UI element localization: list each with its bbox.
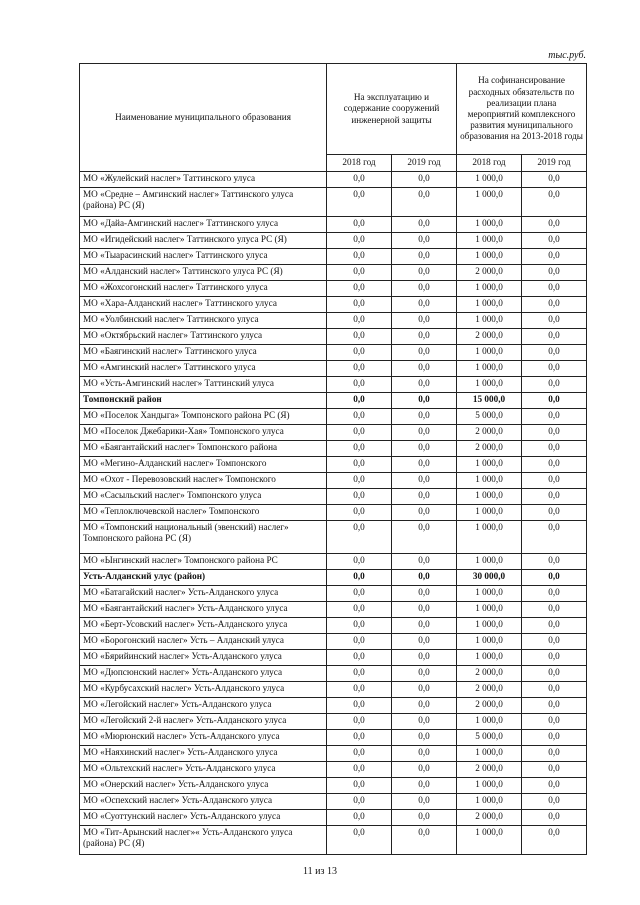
cell-engineering-2019: 0,0 <box>392 634 457 650</box>
cell-engineering-2019: 0,0 <box>392 698 457 714</box>
header-group-cofinancing: На софинансирование расходных обязательств по реализации плана мероприятий комплексного развития муниципального образования на 2013-2018 годы <box>457 64 587 155</box>
cell-cofinancing-2019: 0,0 <box>522 489 587 505</box>
cell-engineering-2019: 0,0 <box>392 265 457 281</box>
cell-cofinancing-2019: 0,0 <box>522 233 587 249</box>
cell-engineering-2019: 0,0 <box>392 778 457 794</box>
cell-engineering-2018: 0,0 <box>327 473 392 489</box>
cell-engineering-2019: 0,0 <box>392 746 457 762</box>
cell-engineering-2018: 0,0 <box>327 188 392 217</box>
cell-engineering-2018: 0,0 <box>327 489 392 505</box>
cell-cofinancing-2019: 0,0 <box>522 794 587 810</box>
row-name: МО «Тыарасинский наслег» Таттинского улуса <box>80 249 327 265</box>
table-row <box>80 409 587 425</box>
table-row <box>80 602 587 618</box>
cell-engineering-2018: 0,0 <box>327 778 392 794</box>
cell-engineering-2018: 0,0 <box>327 746 392 762</box>
cell-cofinancing-2018: 1 000,0 <box>457 602 522 618</box>
cell-cofinancing-2018: 1 000,0 <box>457 521 522 554</box>
cell-cofinancing-2018: 1 000,0 <box>457 377 522 393</box>
row-name: МО «Ольтехский наслег» Усть-Алданского улуса <box>80 762 327 778</box>
cell-engineering-2019: 0,0 <box>392 172 457 188</box>
cell-engineering-2019: 0,0 <box>392 714 457 730</box>
cell-engineering-2018: 0,0 <box>327 233 392 249</box>
cell-engineering-2018: 0,0 <box>327 602 392 618</box>
cell-cofinancing-2019: 0,0 <box>522 188 587 217</box>
cell-cofinancing-2019: 0,0 <box>522 505 587 521</box>
row-name: МО «Октябрьский наслег» Таттинского улуса <box>80 329 327 345</box>
row-name: МО «Сасыльский наслег» Томпонского улуса <box>80 489 327 505</box>
cell-engineering-2019: 0,0 <box>392 188 457 217</box>
table-row <box>80 810 587 826</box>
cell-cofinancing-2018: 2 000,0 <box>457 762 522 778</box>
cell-engineering-2018: 0,0 <box>327 265 392 281</box>
row-name: МО «Мюрюнский наслег» Усть-Алданского улуса <box>80 730 327 746</box>
cell-cofinancing-2019: 0,0 <box>522 778 587 794</box>
cell-engineering-2018: 0,0 <box>327 666 392 682</box>
row-name: МО «Теплоключевской наслег» Томпонского <box>80 505 327 521</box>
cell-engineering-2019: 0,0 <box>392 361 457 377</box>
row-name: МО «Усть-Амгинский наслег» Таттинский улуса <box>80 377 327 393</box>
cell-cofinancing-2018: 1 000,0 <box>457 457 522 473</box>
cell-engineering-2018: 0,0 <box>327 425 392 441</box>
cell-engineering-2018: 0,0 <box>327 505 392 521</box>
row-name: МО «Жулейский наслег» Таттинского улуса <box>80 172 327 188</box>
cell-cofinancing-2018: 2 000,0 <box>457 441 522 457</box>
cell-engineering-2018: 0,0 <box>327 457 392 473</box>
cell-cofinancing-2018: 1 000,0 <box>457 746 522 762</box>
row-name: Усть-Алданский улус (район) <box>80 570 327 586</box>
cell-engineering-2018: 0,0 <box>327 554 392 570</box>
table-row <box>80 377 587 393</box>
row-name: МО «Суоттунский наслег» Усть-Алданского улуса <box>80 810 327 826</box>
row-name: МО «Поселок Джебарики-Хая» Томпонского улуса <box>80 425 327 441</box>
table-row <box>80 188 587 217</box>
cell-engineering-2019: 0,0 <box>392 762 457 778</box>
cell-engineering-2019: 0,0 <box>392 329 457 345</box>
cell-engineering-2019: 0,0 <box>392 602 457 618</box>
cell-cofinancing-2019: 0,0 <box>522 329 587 345</box>
cell-engineering-2018: 0,0 <box>327 217 392 233</box>
row-name: МО «Жохсогонский наслег» Таттинского улуса <box>80 281 327 297</box>
budget-table <box>79 63 587 855</box>
cell-engineering-2019: 0,0 <box>392 682 457 698</box>
cell-engineering-2018: 0,0 <box>327 586 392 602</box>
cell-cofinancing-2019: 0,0 <box>522 265 587 281</box>
cell-cofinancing-2018: 2 000,0 <box>457 265 522 281</box>
cell-engineering-2019: 0,0 <box>392 570 457 586</box>
cell-cofinancing-2019: 0,0 <box>522 554 587 570</box>
cell-cofinancing-2019: 0,0 <box>522 650 587 666</box>
cell-cofinancing-2019: 0,0 <box>522 425 587 441</box>
table-row <box>80 618 587 634</box>
cell-engineering-2018: 0,0 <box>327 714 392 730</box>
cell-engineering-2018: 0,0 <box>327 281 392 297</box>
table-row <box>80 634 587 650</box>
cell-cofinancing-2019: 0,0 <box>522 249 587 265</box>
cell-cofinancing-2018: 1 000,0 <box>457 249 522 265</box>
header-year: 2018 год <box>327 155 392 172</box>
cell-cofinancing-2018: 1 000,0 <box>457 489 522 505</box>
table-row <box>80 826 587 855</box>
header-name: Наименование муниципального образования <box>80 64 327 172</box>
row-name: МО «Батагайский наслег» Усть-Алданского улуса <box>80 586 327 602</box>
table-row-district <box>80 570 587 586</box>
cell-engineering-2019: 0,0 <box>392 618 457 634</box>
cell-cofinancing-2018: 2 000,0 <box>457 698 522 714</box>
table-row <box>80 682 587 698</box>
cell-cofinancing-2019: 0,0 <box>522 393 587 409</box>
cell-cofinancing-2018: 5 000,0 <box>457 730 522 746</box>
cell-engineering-2019: 0,0 <box>392 489 457 505</box>
row-name: МО «Хара-Алданский наслег» Таттинского улуса <box>80 297 327 313</box>
cell-cofinancing-2018: 1 000,0 <box>457 297 522 313</box>
cell-engineering-2019: 0,0 <box>392 826 457 855</box>
cell-cofinancing-2018: 1 000,0 <box>457 826 522 855</box>
cell-cofinancing-2019: 0,0 <box>522 602 587 618</box>
cell-engineering-2019: 0,0 <box>392 666 457 682</box>
cell-cofinancing-2019: 0,0 <box>522 698 587 714</box>
table-row <box>80 281 587 297</box>
cell-engineering-2018: 0,0 <box>327 393 392 409</box>
cell-cofinancing-2019: 0,0 <box>522 441 587 457</box>
cell-engineering-2019: 0,0 <box>392 281 457 297</box>
cell-engineering-2019: 0,0 <box>392 233 457 249</box>
cell-cofinancing-2018: 1 000,0 <box>457 586 522 602</box>
cell-cofinancing-2018: 2 000,0 <box>457 682 522 698</box>
row-name: МО «Томпонский национальный (эвенский) наслег» Томпонского района РС (Я) <box>80 521 327 554</box>
cell-engineering-2018: 0,0 <box>327 810 392 826</box>
cell-cofinancing-2019: 0,0 <box>522 217 587 233</box>
cell-cofinancing-2018: 30 000,0 <box>457 570 522 586</box>
table-row <box>80 473 587 489</box>
cell-cofinancing-2018: 1 000,0 <box>457 794 522 810</box>
cell-cofinancing-2018: 5 000,0 <box>457 409 522 425</box>
cell-cofinancing-2018: 1 000,0 <box>457 778 522 794</box>
table-row <box>80 521 587 554</box>
cell-cofinancing-2018: 1 000,0 <box>457 188 522 217</box>
table-row <box>80 345 587 361</box>
cell-engineering-2019: 0,0 <box>392 249 457 265</box>
row-name: МО «Ынгинский наслег» Томпонского района РС <box>80 554 327 570</box>
table-row <box>80 441 587 457</box>
cell-engineering-2018: 0,0 <box>327 521 392 554</box>
row-name: МО «Бярийинский наслег» Усть-Алданского улуса <box>80 650 327 666</box>
header-year: 2019 год <box>392 155 457 172</box>
table-row <box>80 249 587 265</box>
table-row <box>80 489 587 505</box>
table-row <box>80 313 587 329</box>
row-name: МО «Амгинский наслег» Таттинского улуса <box>80 361 327 377</box>
table-row <box>80 666 587 682</box>
cell-engineering-2018: 0,0 <box>327 329 392 345</box>
table-row <box>80 794 587 810</box>
cell-cofinancing-2019: 0,0 <box>522 473 587 489</box>
row-name: МО «Онерский наслег» Усть-Алданского улуса <box>80 778 327 794</box>
cell-engineering-2018: 0,0 <box>327 762 392 778</box>
cell-engineering-2019: 0,0 <box>392 217 457 233</box>
cell-cofinancing-2018: 2 000,0 <box>457 329 522 345</box>
cell-cofinancing-2018: 2 000,0 <box>457 666 522 682</box>
cell-engineering-2018: 0,0 <box>327 650 392 666</box>
cell-cofinancing-2019: 0,0 <box>522 570 587 586</box>
cell-cofinancing-2019: 0,0 <box>522 172 587 188</box>
row-name: МО «Охот - Перевозовский наслег» Томпонского <box>80 473 327 489</box>
cell-cofinancing-2019: 0,0 <box>522 409 587 425</box>
cell-cofinancing-2019: 0,0 <box>522 345 587 361</box>
cell-cofinancing-2018: 1 000,0 <box>457 217 522 233</box>
cell-cofinancing-2018: 1 000,0 <box>457 233 522 249</box>
cell-engineering-2018: 0,0 <box>327 441 392 457</box>
cell-cofinancing-2019: 0,0 <box>522 810 587 826</box>
cell-engineering-2019: 0,0 <box>392 377 457 393</box>
page-number: 11 из 13 <box>303 866 337 877</box>
cell-cofinancing-2018: 1 000,0 <box>457 714 522 730</box>
cell-cofinancing-2019: 0,0 <box>522 730 587 746</box>
row-name: МО «Курбусахский наслег» Усть-Алданского улуса <box>80 682 327 698</box>
header-year: 2018 год <box>457 155 522 172</box>
cell-cofinancing-2019: 0,0 <box>522 281 587 297</box>
cell-cofinancing-2018: 2 000,0 <box>457 810 522 826</box>
cell-engineering-2018: 0,0 <box>327 634 392 650</box>
units-label: тыс.руб. <box>548 50 586 61</box>
header-group-engineering: На эксплуатацию и содержание сооружений инженерной защиты <box>327 64 457 155</box>
table-row-district <box>80 393 587 409</box>
row-name: МО «Баягантайский наслег» Усть-Алданского улуса <box>80 602 327 618</box>
table-row <box>80 217 587 233</box>
cell-cofinancing-2019: 0,0 <box>522 521 587 554</box>
cell-engineering-2019: 0,0 <box>392 794 457 810</box>
cell-engineering-2019: 0,0 <box>392 505 457 521</box>
cell-engineering-2018: 0,0 <box>327 730 392 746</box>
cell-cofinancing-2019: 0,0 <box>522 682 587 698</box>
row-name: МО «Баягантайский наслег» Томпонского района <box>80 441 327 457</box>
row-name: МО «Дюпсюнский наслег» Усть-Алданского улуса <box>80 666 327 682</box>
table-row <box>80 778 587 794</box>
header-year: 2019 год <box>522 155 587 172</box>
cell-cofinancing-2019: 0,0 <box>522 361 587 377</box>
cell-engineering-2018: 0,0 <box>327 297 392 313</box>
cell-engineering-2019: 0,0 <box>392 554 457 570</box>
cell-engineering-2018: 0,0 <box>327 377 392 393</box>
table-row <box>80 505 587 521</box>
cell-engineering-2018: 0,0 <box>327 249 392 265</box>
cell-cofinancing-2019: 0,0 <box>522 634 587 650</box>
cell-cofinancing-2018: 2 000,0 <box>457 425 522 441</box>
table-row <box>80 762 587 778</box>
cell-cofinancing-2019: 0,0 <box>522 377 587 393</box>
row-name: МО «Алданский наслег» Таттинского улуса РС (Я) <box>80 265 327 281</box>
cell-cofinancing-2018: 1 000,0 <box>457 554 522 570</box>
row-name: МО «Игидейский наслег» Таттинского улуса РС (Я) <box>80 233 327 249</box>
cell-engineering-2019: 0,0 <box>392 650 457 666</box>
cell-cofinancing-2019: 0,0 <box>522 826 587 855</box>
cell-engineering-2018: 0,0 <box>327 698 392 714</box>
cell-cofinancing-2019: 0,0 <box>522 297 587 313</box>
row-name: МО «Средне – Амгинский наслег» Таттинского улуса (района) РС (Я) <box>80 188 327 217</box>
table-row <box>80 425 587 441</box>
table-row <box>80 233 587 249</box>
cell-cofinancing-2019: 0,0 <box>522 746 587 762</box>
cell-engineering-2019: 0,0 <box>392 345 457 361</box>
cell-engineering-2019: 0,0 <box>392 473 457 489</box>
cell-engineering-2018: 0,0 <box>327 570 392 586</box>
row-name: МО «Баягинский наслег» Таттинского улуса <box>80 345 327 361</box>
cell-cofinancing-2018: 1 000,0 <box>457 172 522 188</box>
row-name: МО «Тит-Арынский наслег»« Усть-Алданского улуса (района) РС (Я) <box>80 826 327 855</box>
cell-engineering-2018: 0,0 <box>327 361 392 377</box>
cell-engineering-2019: 0,0 <box>392 441 457 457</box>
table-row <box>80 297 587 313</box>
cell-cofinancing-2019: 0,0 <box>522 762 587 778</box>
cell-cofinancing-2018: 1 000,0 <box>457 345 522 361</box>
cell-cofinancing-2019: 0,0 <box>522 618 587 634</box>
table-row <box>80 172 587 188</box>
cell-cofinancing-2018: 1 000,0 <box>457 361 522 377</box>
cell-engineering-2019: 0,0 <box>392 313 457 329</box>
row-name: Томпонский район <box>80 393 327 409</box>
cell-engineering-2019: 0,0 <box>392 730 457 746</box>
row-name: МО «Легойский наслег» Усть-Алданского улуса <box>80 698 327 714</box>
table-row <box>80 457 587 473</box>
cell-cofinancing-2018: 1 000,0 <box>457 473 522 489</box>
table-row <box>80 265 587 281</box>
row-name: МО «Берт-Усовский наслег» Усть-Алданского улуса <box>80 618 327 634</box>
cell-engineering-2019: 0,0 <box>392 409 457 425</box>
cell-engineering-2019: 0,0 <box>392 457 457 473</box>
cell-engineering-2019: 0,0 <box>392 425 457 441</box>
cell-engineering-2019: 0,0 <box>392 393 457 409</box>
row-name: МО «Легойский 2-й наслег» Усть-Алданского улуса <box>80 714 327 730</box>
cell-cofinancing-2018: 1 000,0 <box>457 313 522 329</box>
table-body <box>80 172 587 855</box>
row-name: МО «Мегино-Алданский наслег» Томпонского <box>80 457 327 473</box>
cell-cofinancing-2018: 1 000,0 <box>457 505 522 521</box>
cell-engineering-2018: 0,0 <box>327 172 392 188</box>
cell-cofinancing-2018: 1 000,0 <box>457 281 522 297</box>
row-name: МО «Поселок Хандыга» Томпонского района РС (Я) <box>80 409 327 425</box>
table-row <box>80 698 587 714</box>
row-name: МО «Наяхинский наслег» Усть-Алданского улуса <box>80 746 327 762</box>
cell-engineering-2018: 0,0 <box>327 794 392 810</box>
cell-cofinancing-2019: 0,0 <box>522 457 587 473</box>
table-row <box>80 361 587 377</box>
cell-cofinancing-2018: 15 000,0 <box>457 393 522 409</box>
row-name: МО «Борогонский наслег» Усть – Алданский улуса <box>80 634 327 650</box>
cell-cofinancing-2018: 1 000,0 <box>457 618 522 634</box>
cell-engineering-2018: 0,0 <box>327 618 392 634</box>
cell-cofinancing-2019: 0,0 <box>522 714 587 730</box>
cell-cofinancing-2019: 0,0 <box>522 313 587 329</box>
row-name: МО «Уолбинский наслег» Таттинского улуса <box>80 313 327 329</box>
table-row <box>80 586 587 602</box>
cell-cofinancing-2019: 0,0 <box>522 666 587 682</box>
row-name: МО «Оспехский наслег» Усть-Алданского улуса <box>80 794 327 810</box>
cell-engineering-2019: 0,0 <box>392 521 457 554</box>
cell-cofinancing-2018: 1 000,0 <box>457 634 522 650</box>
cell-engineering-2019: 0,0 <box>392 297 457 313</box>
cell-engineering-2018: 0,0 <box>327 409 392 425</box>
table-row <box>80 730 587 746</box>
cell-cofinancing-2019: 0,0 <box>522 586 587 602</box>
cell-engineering-2018: 0,0 <box>327 345 392 361</box>
cell-engineering-2018: 0,0 <box>327 826 392 855</box>
table-row <box>80 554 587 570</box>
cell-engineering-2018: 0,0 <box>327 313 392 329</box>
row-name: МО «Дайа-Амгинский наслег» Таттинского улуса <box>80 217 327 233</box>
table-row <box>80 650 587 666</box>
cell-cofinancing-2018: 1 000,0 <box>457 650 522 666</box>
cell-engineering-2019: 0,0 <box>392 810 457 826</box>
table-row <box>80 329 587 345</box>
cell-engineering-2018: 0,0 <box>327 682 392 698</box>
table-row <box>80 714 587 730</box>
table-row <box>80 746 587 762</box>
cell-engineering-2019: 0,0 <box>392 586 457 602</box>
